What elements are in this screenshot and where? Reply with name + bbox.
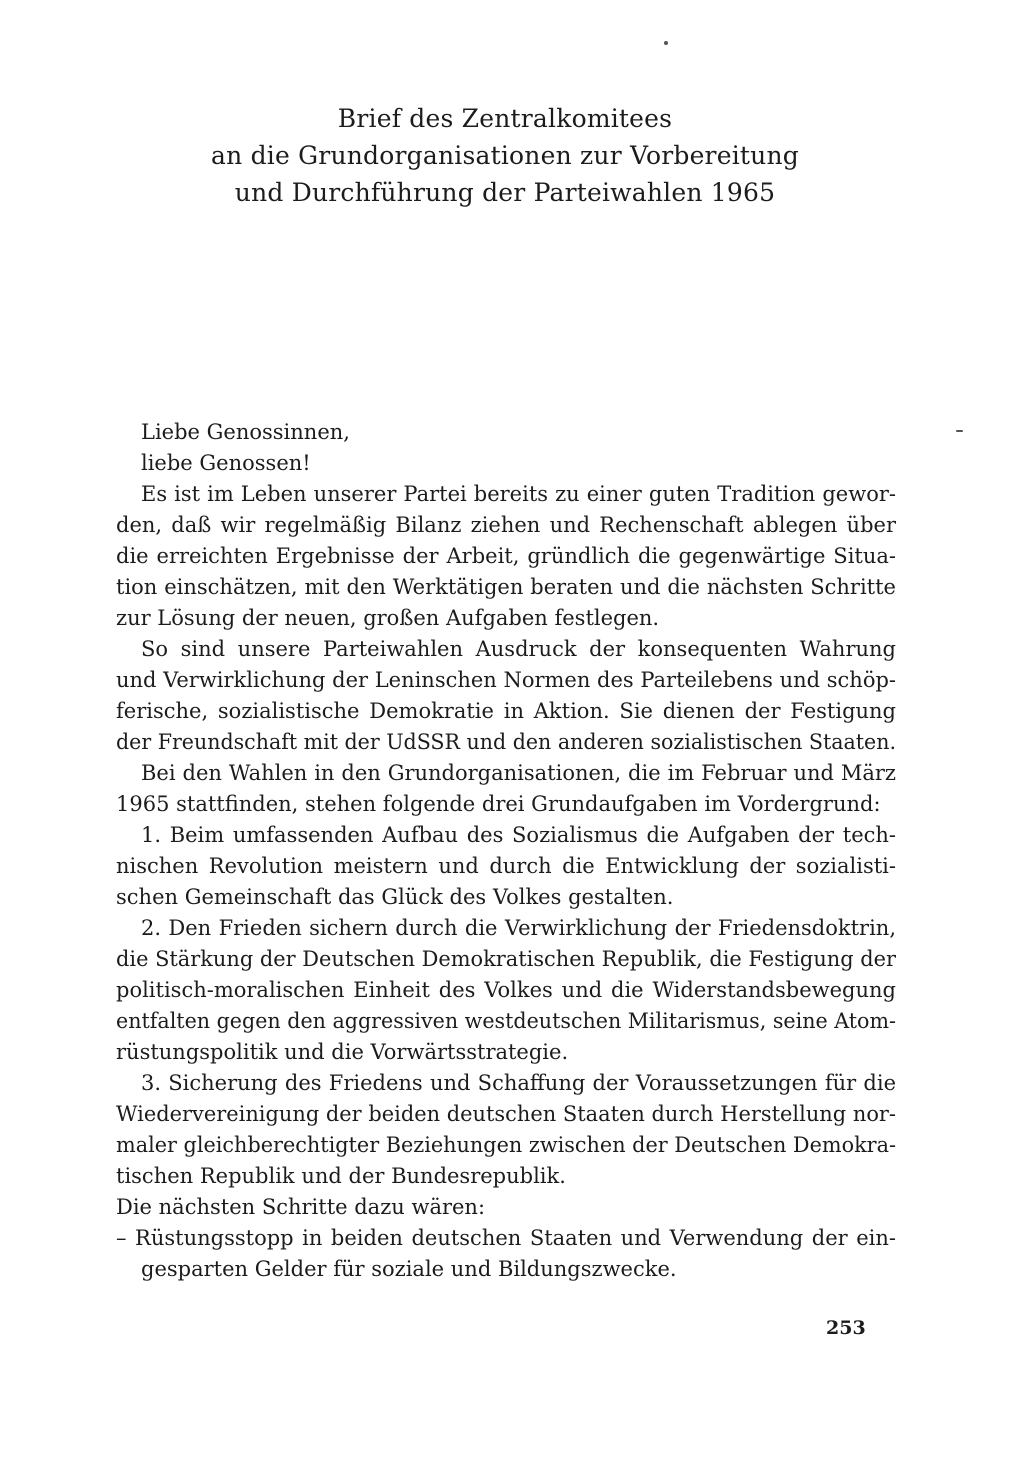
letter-body	[116, 417, 896, 1285]
text-line: liebe Genossen!	[141, 451, 311, 475]
text-line: Die nächsten Schritte dazu wären:	[116, 1195, 486, 1219]
text-line: entfalten gegen den aggressiven westdeutschen Militarismus, seine Atom-	[116, 1009, 896, 1033]
print-speck	[956, 430, 963, 432]
text-line: Bei den Wahlen in den Grundorganisationen, die im Februar und März	[141, 761, 896, 785]
text-line: Wiedervereinigung der beiden deutschen Staaten durch Herstellung nor-	[116, 1102, 896, 1126]
text-line: ferische, sozialistische Demokratie in Aktion. Sie dienen der Festigung	[116, 699, 896, 723]
text-line: nischen Revolution meistern und durch die Entwicklung der sozialisti-	[116, 854, 896, 878]
title-line: und Durchführung der Parteiwahlen 1965	[234, 178, 776, 207]
text-line: tion einschätzen, mit den Werktätigen beraten und die nächsten Schritte	[116, 575, 896, 599]
text-line: schen Gemeinschaft das Glück des Volkes gestalten.	[116, 885, 674, 909]
text-line: der Freundschaft mit der UdSSR und den anderen sozialistischen Staaten.	[116, 730, 896, 754]
text-line: und Verwirklichung der Leninschen Normen des Parteilebens und schöp-	[116, 668, 896, 692]
text-line: gesparten Gelder für soziale und Bildungszwecke.	[141, 1257, 677, 1281]
title-line: an die Grundorganisationen zur Vorbereitung	[211, 141, 799, 170]
text-line: den, daß wir regelmäßig Bilanz ziehen und Rechenschaft ablegen über	[116, 513, 896, 537]
text-line: rüstungspolitik und die Vorwärtsstrategie.	[116, 1040, 569, 1064]
text-line: die Stärkung der Deutschen Demokratischen Republik, die Festigung der	[116, 947, 896, 971]
print-speck	[664, 41, 668, 45]
text-line: 1965 stattfinden, stehen folgende drei Grundaufgaben im Vordergrund:	[116, 792, 881, 816]
text-line: – Rüstungsstopp in beiden deutschen Staaten und Verwendung der ein-	[116, 1226, 896, 1250]
text-line: 1. Beim umfassenden Aufbau des Sozialismus die Aufgaben der tech-	[141, 823, 896, 847]
text-line: So sind unsere Parteiwahlen Ausdruck der konsequenten Wahrung	[141, 637, 896, 661]
text-line: tischen Republik und der Bundesrepublik.	[116, 1164, 566, 1188]
letter-title	[0, 100, 1010, 211]
text-line: 3. Sicherung des Friedens und Schaffung der Voraussetzungen für die	[141, 1071, 896, 1095]
title-line: Brief des Zentralkomitees	[337, 104, 673, 133]
text-line: die erreichten Ergebnisse der Arbeit, gründlich die gegenwärtige Situa-	[116, 544, 896, 568]
text-line: Es ist im Leben unserer Partei bereits zu einer guten Tradition gewor-	[141, 482, 896, 506]
text-line: zur Lösung der neuen, großen Aufgaben festlegen.	[116, 606, 660, 630]
text-line: politisch-moralischen Einheit des Volkes und die Widerstandsbewegung	[116, 978, 896, 1002]
text-line: maler gleichberechtigter Beziehungen zwischen der Deutschen Demokra-	[116, 1133, 896, 1157]
text-line: Liebe Genossinnen,	[141, 420, 350, 444]
text-line: 2. Den Frieden sichern durch die Verwirklichung der Friedensdoktrin,	[141, 916, 896, 940]
page-number: 253	[826, 1317, 866, 1339]
